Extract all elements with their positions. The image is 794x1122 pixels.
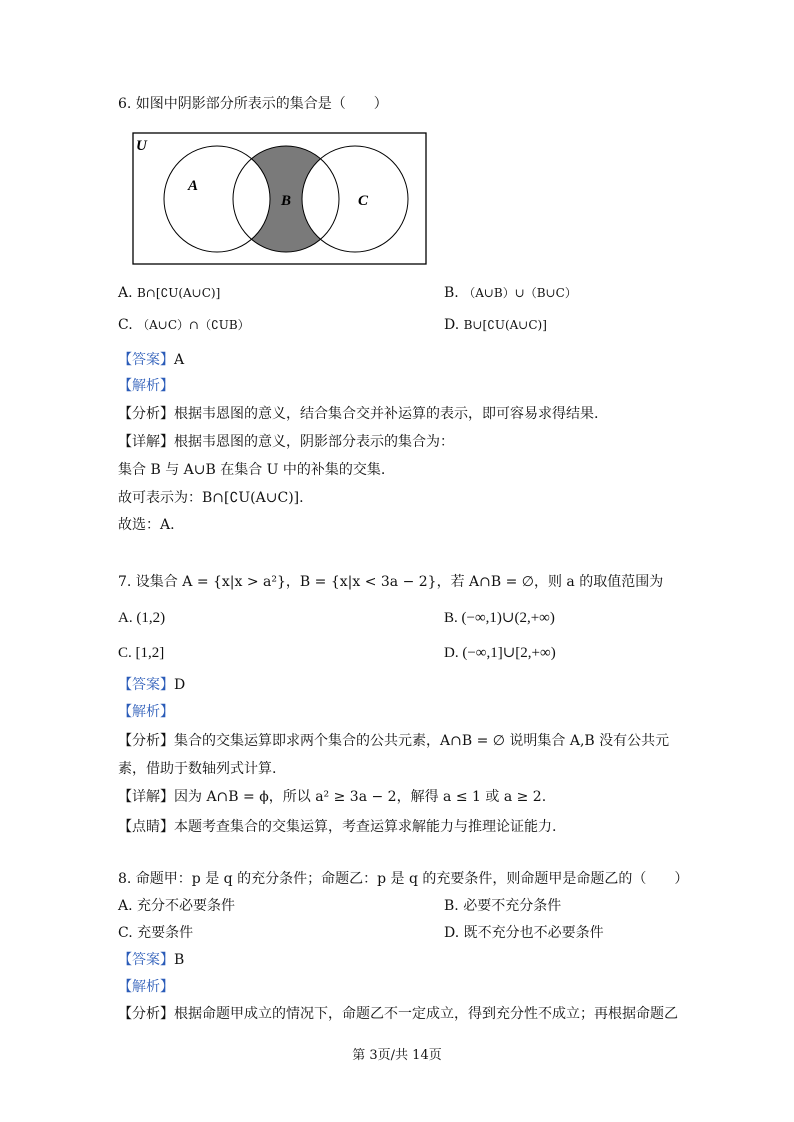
q7-option-d: D. (−∞,1]∪[2,+∞): [444, 645, 556, 661]
label-c: C: [358, 193, 369, 209]
q6-line5: 故选：A.: [118, 517, 175, 533]
venn-diagram: [132, 132, 428, 266]
q6-xiangjie: 【详解】根据韦恩图的意义，阴影部分表示的集合为：: [118, 434, 454, 450]
q8-option-a: A. 充分不必要条件: [118, 898, 236, 914]
q6-stem: 6. 如图中阴影部分所表示的集合是（ ）: [118, 96, 388, 112]
q7-analysis-tag: 【解析】: [118, 704, 174, 720]
q6-option-b: B. （A∪B）∪（B∪C）: [444, 285, 577, 301]
q8-option-d: D. 既不充分也不必要条件: [444, 925, 604, 941]
label-u: U: [136, 138, 147, 154]
q7-fenxi-cont: 素，借助于数轴列式计算.: [118, 761, 277, 777]
q8-answer: 【答案】B: [118, 952, 185, 968]
page-footer: 第 3页/共 14页: [352, 1048, 442, 1063]
label-b: B: [281, 193, 292, 209]
q8-option-c: C. 充要条件: [118, 925, 194, 941]
q6-option-a: A. B∩[∁U(A∪C)]: [118, 285, 221, 301]
q7-option-b: B. (−∞,1)∪(2,+∞): [444, 610, 555, 626]
q8-stem: 8. 命题甲：p 是 q 的充分条件；命题乙：p 是 q 的充要条件，则命题甲是命题乙的（ ）: [118, 871, 689, 887]
q7-stem: 7. 设集合 A = {x|x > a²}，B = {x|x < 3a − 2}，若 A∩B = ∅，则 a 的取值范围为: [118, 574, 664, 590]
q8-option-b: B. 必要不充分条件: [444, 898, 562, 914]
q6-line3: 集合 B 与 A∪B 在集合 U 中的补集的交集.: [118, 462, 386, 478]
q6-answer: 【答案】A: [118, 352, 185, 368]
q8-analysis-tag: 【解析】: [118, 979, 174, 995]
q7-fenxi: 【分析】集合的交集运算即求两个集合的公共元素，A∩B = ∅ 说明集合 A,B 没有公共元: [118, 733, 670, 749]
q7-answer: 【答案】D: [118, 677, 186, 693]
label-a: A: [188, 178, 199, 194]
q7-option-c: C. [1,2]: [118, 645, 165, 661]
q6-analysis-tag: 【解析】: [118, 378, 174, 394]
q8-fenxi: 【分析】根据命题甲成立的情况下，命题乙不一定成立，得到充分性不成立；再根据命题乙: [118, 1006, 678, 1022]
q6-option-c: C. （A∪C）∩（∁UB）: [118, 317, 250, 333]
q6-line4: 故可表示为：B∩[∁U(A∪C)].: [118, 490, 304, 506]
q7-option-a: A. (1,2): [118, 610, 166, 626]
q7-xiangjie: 【详解】因为 A∩B = ϕ，所以 a² ≥ 3a − 2，解得 a ≤ 1 或 a ≥ 2.: [118, 789, 547, 805]
q6-option-d: D. B∪[∁U(A∪C)]: [444, 317, 547, 333]
q6-fenxi: 【分析】根据韦恩图的意义，结合集合交并补运算的表示，即可容易求得结果.: [118, 406, 599, 422]
q7-dianjing: 【点睛】本题考查集合的交集运算，考查运算求解能力与推理论证能力.: [118, 819, 557, 835]
